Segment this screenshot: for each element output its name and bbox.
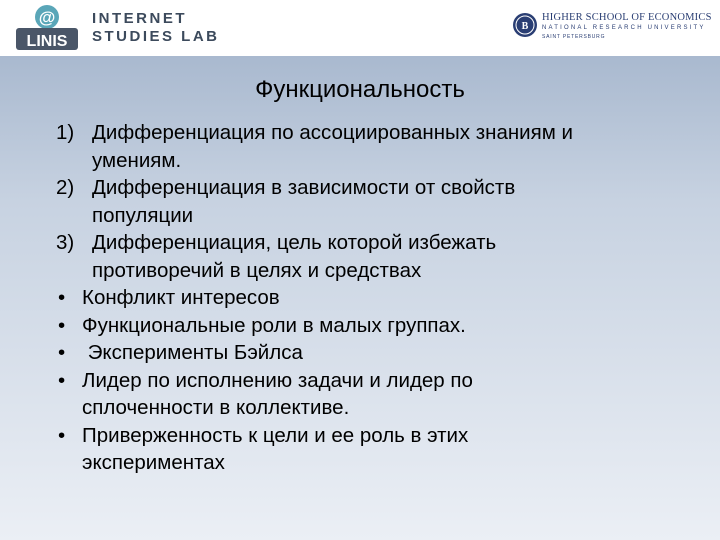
content-list <box>56 119 696 477</box>
list-marker: • <box>58 368 66 392</box>
bullet-item <box>56 284 696 312</box>
hse-subtitle: NATIONAL RESEARCH UNIVERSITY <box>542 25 706 31</box>
hse-city: SAINT PETERSBURG <box>542 34 606 40</box>
list-item-line: Функциональные роли в малых группах. <box>82 313 466 337</box>
lab-name <box>92 10 220 46</box>
list-item-line: Приверженность к цели и ее роль в этих <box>82 423 469 447</box>
list-item-line: популяции <box>92 203 194 227</box>
bullet-item <box>56 339 696 367</box>
list-item-line: Конфликт интересов <box>82 286 280 309</box>
list-item-line: Дифференциация в зависимости от свойств <box>92 176 516 199</box>
list-item-line: Дифференциация по ассоциированных знаниям и <box>92 121 573 144</box>
linis-text: LINIS <box>26 33 68 50</box>
slide-title <box>0 76 720 104</box>
list-marker: • <box>58 286 66 309</box>
list-item-line: умениям. <box>92 148 182 172</box>
list-item-line: Эксперименты Бэйлса <box>82 341 303 364</box>
list-marker: • <box>58 423 66 447</box>
slide-title-text: Функциональность <box>255 76 465 103</box>
lab-name-line2: STUDIES LAB <box>92 28 220 45</box>
lab-name-line1: INTERNET <box>92 10 187 27</box>
at-symbol: @ <box>38 8 56 27</box>
list-marker: 1) <box>56 121 75 144</box>
linis-badge-icon <box>14 4 80 52</box>
bullet-item <box>56 312 696 340</box>
list-marker: 3) <box>56 231 75 254</box>
slide-header <box>0 0 720 56</box>
list-marker: 2) <box>56 176 75 199</box>
slide-body <box>0 56 720 540</box>
hse-name: HIGHER SCHOOL OF ECONOMICS <box>542 12 712 23</box>
list-item-line: экспериментах <box>82 451 225 474</box>
list-item-line: Лидер по исполнению задачи и лидер по <box>82 368 473 392</box>
list-item-line: противоречий в целях и средствах <box>92 258 422 282</box>
svg-text:B: B <box>521 21 529 32</box>
list-marker: • <box>58 341 66 364</box>
bullet-item <box>56 422 696 477</box>
list-marker: • <box>58 313 66 337</box>
numbered-item <box>56 229 696 284</box>
list-item-line: сплоченности в коллективе. <box>82 396 350 419</box>
hse-emblem-icon <box>512 12 538 38</box>
numbered-item <box>56 119 696 174</box>
numbered-item <box>56 174 696 229</box>
bullet-item <box>56 367 696 422</box>
internet-studies-lab-logo <box>14 4 224 52</box>
hse-logo <box>512 8 712 44</box>
list-item-line: Дифференциация, цель которой избежать <box>92 231 497 254</box>
